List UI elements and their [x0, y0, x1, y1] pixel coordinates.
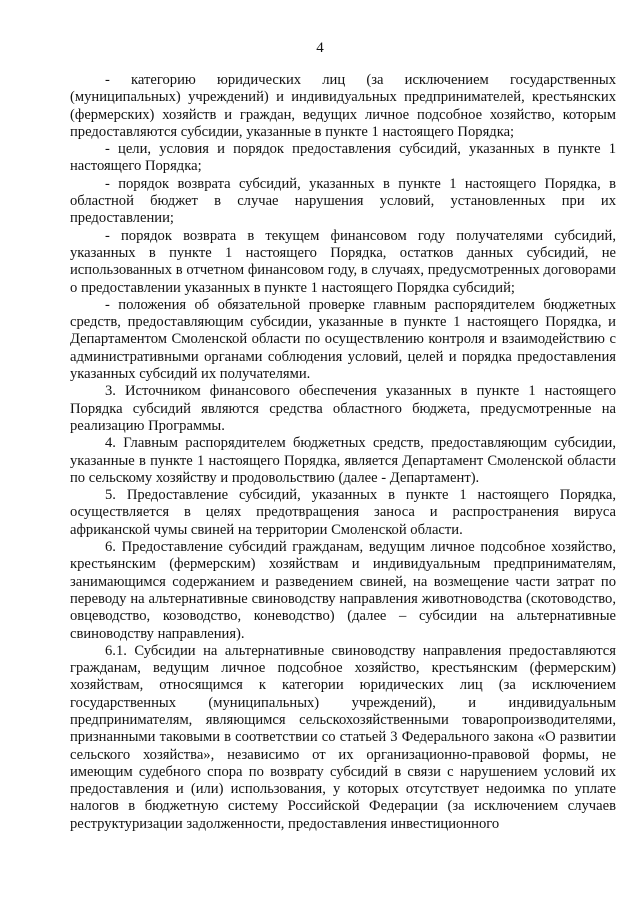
document-body	[70, 72, 616, 833]
paragraph-item-5: 5. Предоставление субсидий, указанных в пункте 1 настоящего Порядка, осуществляется в целях предотвращения заноса и распространения вируса африканской чумы свиней на территории Смоленской области.	[70, 487, 616, 538]
paragraph-item-3: 3. Источником финансового обеспечения указанных в пункте 1 настоящего Порядка субсидий являются средства областного бюджета, предусмотренные на реализацию Программы.	[70, 383, 616, 434]
paragraph-item-4: 4. Главным распорядителем бюджетных средств, предоставляющим субсидии, указанные в пункте 1 настоящего Порядка, является Департамент Смоленской области по сельскому хозяйству и продовольствию (далее - Департамент).	[70, 435, 616, 486]
paragraph-mandatory-check: - положения об обязательной проверке главным распорядителем бюджетных средств, предоставляющим субсидии, указанные в пункте 1 настоящего Порядка, и Департаментом Смоленской области по осуществлению контроля и взаимодействию с административными органами соблюдения условий, целей и порядка предоставления указанных субсидий их получателями.	[70, 296, 616, 383]
paragraph-return-procedure: - порядок возврата субсидий, указанных в пункте 1 настоящего Порядка, в областной бюджет в случае нарушения условий, установленных при их предоставлении;	[70, 175, 616, 227]
page-number: 4	[316, 40, 324, 56]
paragraph-category-recipients: - категорию юридических лиц (за исключением государственных (муниципальных) учреждений) и индивидуальных предпринимателей, крестьянских (фермерских) хозяйств и граждан, ведущих личное подсобное хозяйство, которым предоставляются субсидии, указанные в пункте 1 настоящего Порядка;	[70, 72, 616, 140]
paragraph-goals-conditions: - цели, условия и порядок предоставления субсидий, указанных в пункте 1 настоящего Порядка;	[70, 141, 616, 175]
paragraph-return-unused-balance: - порядок возврата в текущем финансовом году получателями субсидий, указанных в пункте 1 настоящего Порядка, остатков данных субсидий, не использованных в отчетном финансовом году, в случаях, предусмотренных договорами о предоставлении указанных в пункте 1 настоящего Порядка субсидий;	[70, 227, 616, 296]
paragraph-item-6: 6. Предоставление субсидий гражданам, ведущим личное подсобное хозяйство, крестьянским (фермерским) хозяйствам и индивидуальным предпринимателям, занимающимся содержанием и разведением свиней, на возмещение части затрат по переводу на альтернативные свиноводству направления животноводства (скотоводство, овцеводство, козоводство, коневодство) (далее – субсидии на альтернативные свиноводству направления).	[70, 539, 616, 642]
paragraph-item-6-1: 6.1. Субсидии на альтернативные свиноводству направления предоставляются гражданам, ведущим личное подсобное хозяйство, крестьянским (фермерским) хозяйствам, относящимся к категории юридических лиц (за исключением государственных (муниципальных) учреждений), и индивидуальным предпринимателям, являющимся сельскохозяйственными товаропроизводителями, признанными таковыми в соответствии со статьей 3 Федерального закона «О развитии сельского хозяйства», независимо от их организационно-правовой формы, не имеющим судебного спора по возврату субсидий в связи с нарушением условий их предоставления и (или) использования, у которых отсутствует недоимка по уплате налогов в бюджетную систему Российской Федерации (за исключением случаев реструктуризации задолженности, предоставления инвестиционного	[70, 642, 616, 832]
